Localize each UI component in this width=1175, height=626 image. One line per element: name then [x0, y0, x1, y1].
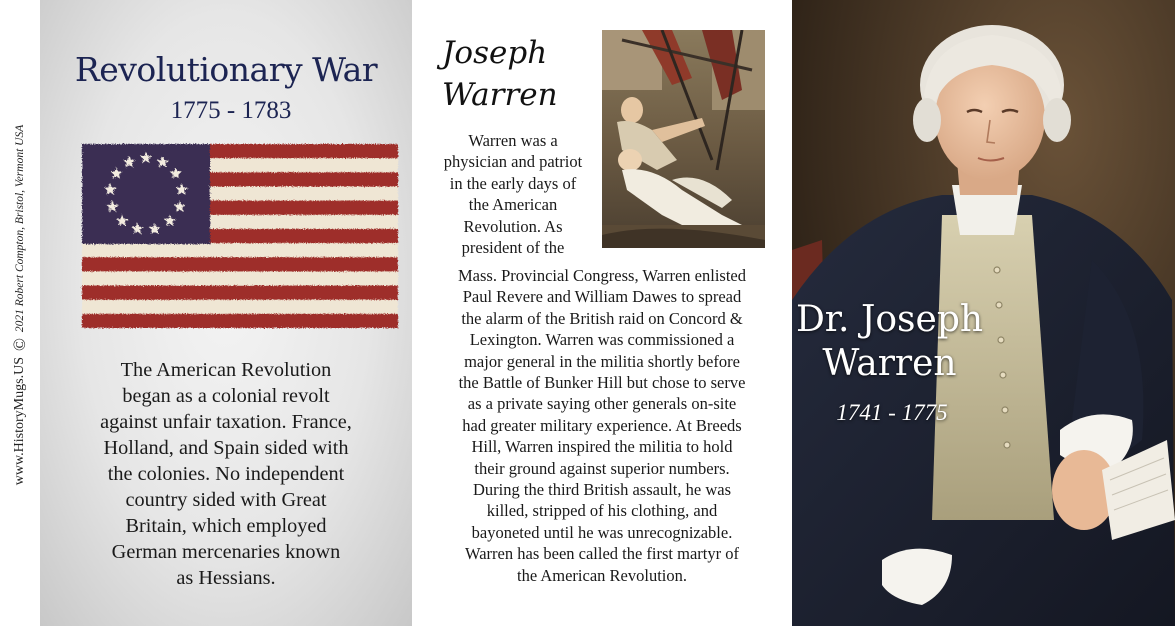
- portrait-name: [792, 298, 987, 386]
- portrait-name-line: Dr. Joseph: [795, 299, 984, 340]
- copyright-symbol: ©: [10, 338, 29, 352]
- credit-text: [10, 125, 30, 485]
- portrait-years: 1741 - 1775: [836, 400, 948, 425]
- bio-line: the Battle of Bunker Hill but chose to serve: [458, 373, 746, 393]
- bio-line: bayoneted until he was unrecognizable.: [471, 522, 733, 542]
- biography-name-line: Joseph: [442, 35, 548, 71]
- war-text-line: began as a colonial revolt: [122, 385, 330, 407]
- war-text-line: Holland, and Spain sided with: [103, 437, 349, 459]
- bio-line: Mass. Provincial Congress, Warren enlisted: [458, 266, 746, 285]
- war-text-line: as Hessians.: [176, 567, 276, 589]
- bio-line: the American: [468, 195, 558, 215]
- war-years: 1775 - 1783: [170, 97, 292, 124]
- war-title: Revolutionary War: [74, 50, 378, 89]
- bio-line: Warren was a: [468, 131, 558, 150]
- biography-name: [442, 32, 612, 116]
- war-text-line: country sided with Great: [125, 489, 327, 511]
- bio-line: had greater military experience. At Breeds: [462, 415, 742, 435]
- portrait-name-line: Warren: [822, 343, 957, 384]
- biography-text-narrow: [432, 130, 594, 258]
- bio-line: killed, stripped of his clothing, and: [486, 501, 718, 521]
- biography-name-line: Warren: [442, 77, 558, 113]
- war-text-line: German mercenaries known: [111, 541, 341, 563]
- bio-line: as a private saying other generals on-site: [467, 394, 737, 414]
- bio-line: Revolution. As: [463, 216, 563, 236]
- bio-line: their ground against superior numbers.: [474, 458, 730, 478]
- biography-panel: [412, 0, 792, 626]
- credit-strip: [0, 0, 40, 626]
- bio-line: the alarm of the British raid on Concord &: [461, 308, 743, 328]
- war-text-line: Britain, which employed: [125, 515, 327, 537]
- bio-line: president of the: [461, 238, 565, 258]
- betsy-ross-flag-image: [80, 142, 400, 330]
- war-text-line: against unfair taxation. France,: [100, 411, 352, 433]
- war-info-panel: [40, 0, 412, 626]
- copyright-line: 2021 Robert Compton, Bristol, Vermont USA: [14, 124, 26, 333]
- biography-text-wide: [412, 265, 792, 586]
- bio-line: Hill, Warren inspired the militia to hold: [471, 437, 733, 457]
- website-link[interactable]: www.HistoryMugs.US: [12, 357, 27, 486]
- death-of-warren-painting: [602, 30, 765, 248]
- bio-line: the American Revolution.: [516, 565, 687, 585]
- war-text-line: the colonies. No independent: [107, 463, 345, 485]
- bio-line: in the early days of: [449, 173, 577, 193]
- bio-line: Paul Revere and William Dawes to spread: [462, 287, 742, 307]
- war-description: [40, 357, 412, 591]
- bio-line: physician and patriot: [443, 152, 583, 172]
- portrait-panel: [792, 0, 1175, 626]
- bio-line: major general in the militia shortly before: [464, 351, 740, 371]
- bio-line: Warren has been called the first martyr of: [464, 544, 739, 564]
- bio-line: Lexington. Warren was commissioned a: [469, 330, 735, 350]
- war-text-line: The American Revolution: [120, 359, 332, 381]
- bio-line: During the third British assault, he was: [472, 480, 731, 500]
